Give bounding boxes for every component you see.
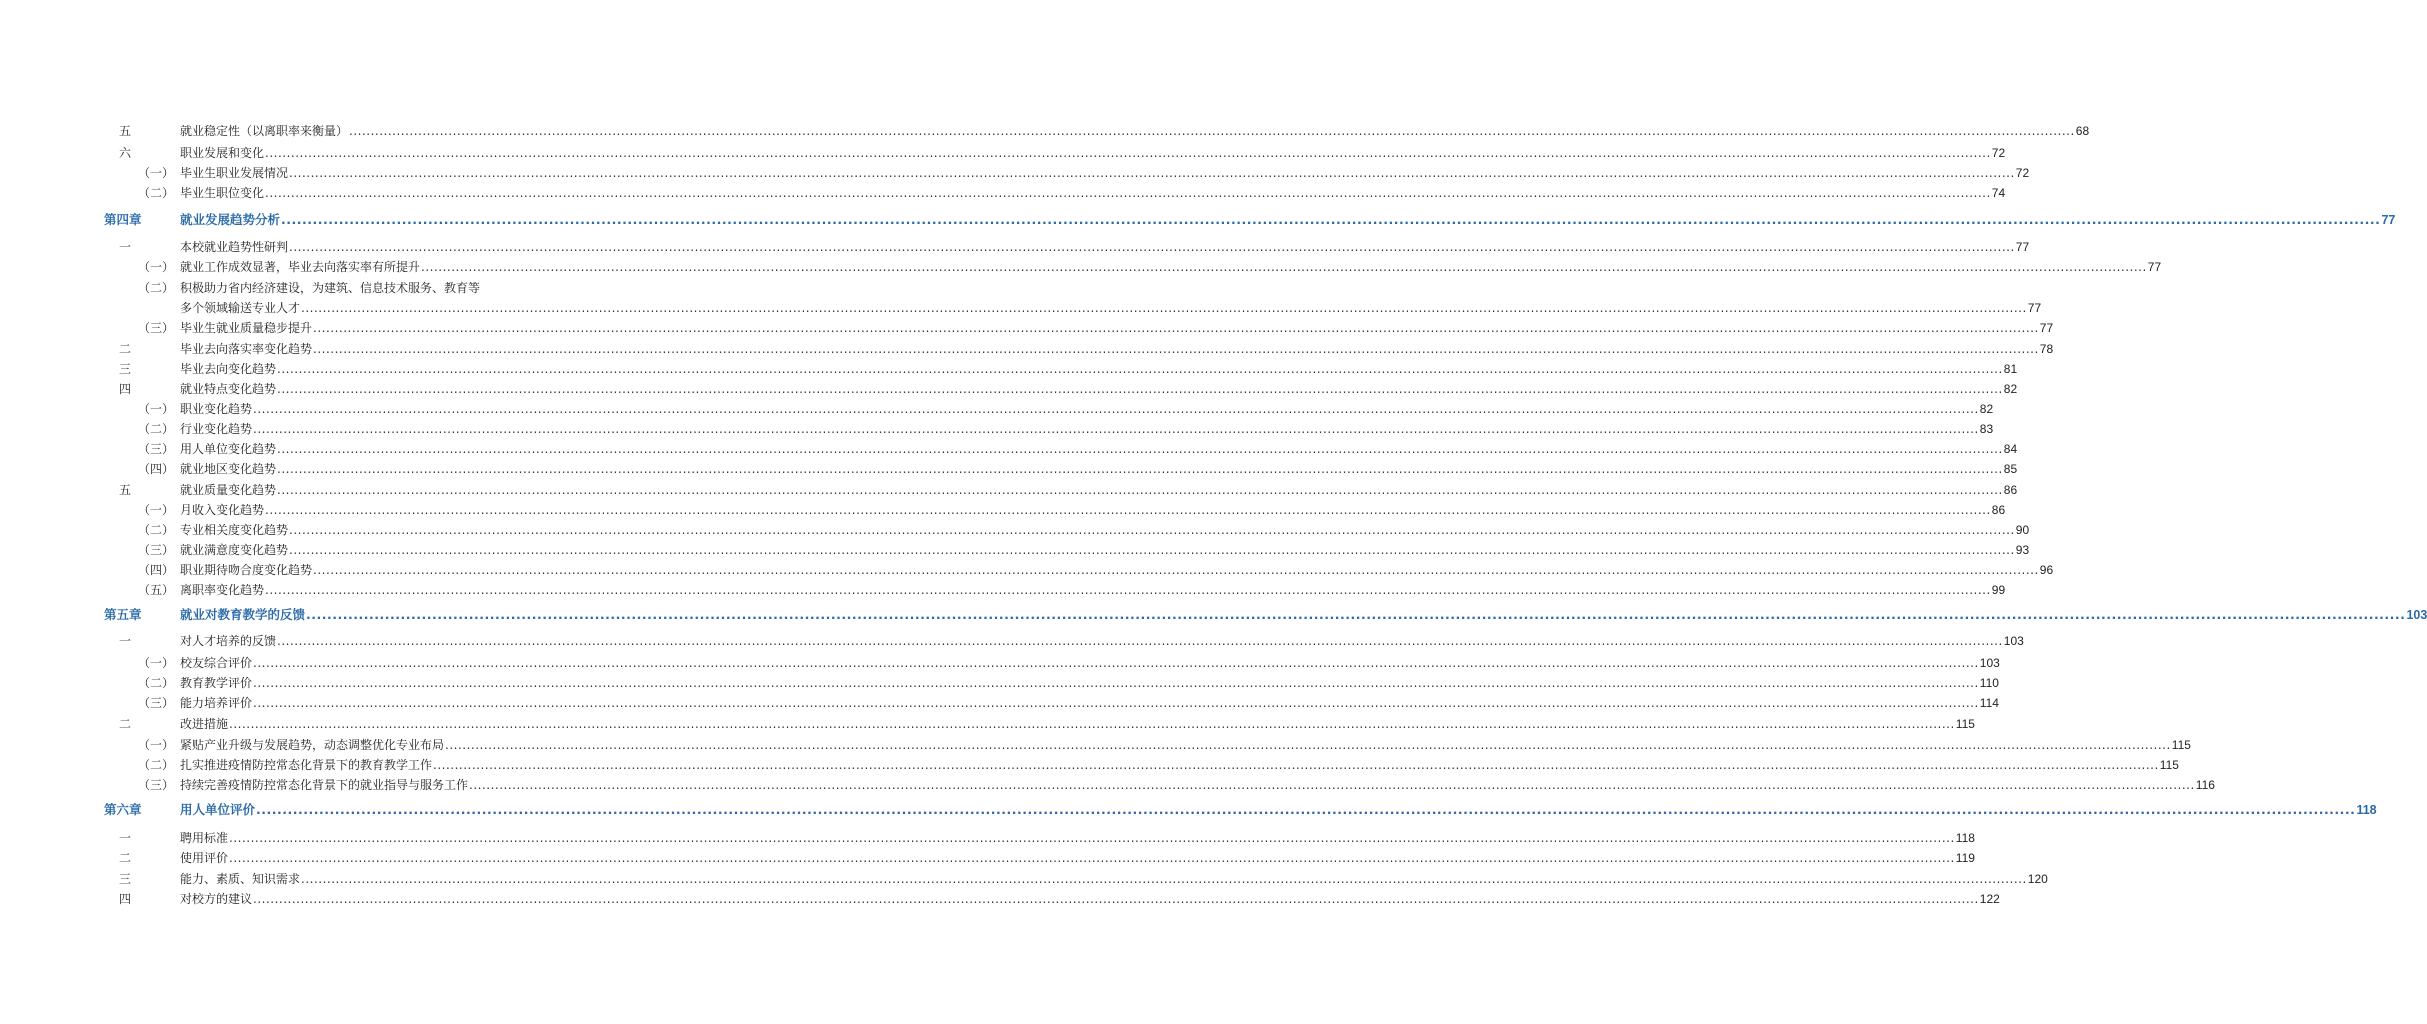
toc-entry-title: 职业变化趋势 — [180, 402, 253, 416]
toc-entry-number: （一） — [138, 166, 175, 180]
toc-entry-page: 85 — [2003, 462, 2018, 476]
dot-leader: ................................................................................................................................................................................................................................................................................................................................................................................................................ — [289, 166, 2015, 180]
dot-leader: ................................................................................................................................................................................................................................................................................................................................................................................................................ — [253, 892, 1979, 906]
dot-leader: ................................................................................................................................................................................................................................................................................................................................................................................................................ — [289, 543, 2015, 557]
toc-entry-title: 对校方的建议 — [180, 892, 253, 906]
toc-entry[interactable] — [0, 540, 2030, 560]
toc-entry-number: （一） — [138, 260, 175, 274]
dot-leader: ................................................................................................................................................................................................................................................................................................................................................................................................................ — [313, 321, 2039, 335]
toc-entry-title: 就业发展趋势分析 — [180, 212, 281, 227]
toc-entry-title: 毕业去向变化趋势 — [180, 362, 277, 376]
toc-entry-title: 职业期待吻合度变化趋势 — [180, 563, 313, 577]
toc-entry-number: 第四章 — [104, 212, 142, 227]
toc-entry-title: 离职率变化趋势 — [180, 583, 265, 597]
toc-entry-number: （二） — [138, 422, 175, 436]
toc-entry[interactable] — [0, 653, 2000, 673]
toc-entry[interactable] — [0, 459, 2018, 479]
toc-entry-title: 就业特点变化趋势 — [180, 382, 277, 396]
toc-entry-page: 114 — [1979, 696, 1999, 710]
toc-entry[interactable] — [0, 714, 1975, 734]
toc-entry-page: 72 — [1991, 146, 2006, 160]
toc-entry-page: 83 — [1979, 422, 1994, 436]
toc-entry[interactable] — [0, 755, 2179, 775]
toc-entry-page: 81 — [2003, 362, 2018, 376]
toc-entry[interactable] — [0, 828, 1975, 848]
toc-entry-number: （一） — [138, 656, 175, 670]
toc-entry-number: （一） — [138, 402, 175, 416]
dot-leader: ................................................................................................................................................................................................................................................................................................................................................................................................................ — [253, 422, 1979, 436]
toc-entry-number: （二） — [138, 186, 175, 200]
toc-entry-page: 78 — [2039, 342, 2054, 356]
toc-entry-number: 四 — [119, 892, 132, 906]
toc-entry-page: 84 — [2003, 442, 2018, 456]
toc-entry-title: 毕业生就业质量稳步提升 — [180, 321, 313, 335]
toc-entry-page: 93 — [2015, 543, 2030, 557]
dot-leader: ................................................................................................................................................................................................................................................................................................................................................................................................................ — [229, 717, 1955, 731]
toc-entry-title: 多个领域输送专业人才 — [180, 301, 301, 315]
toc-entry-number: 六 — [119, 146, 132, 160]
toc-entry[interactable] — [0, 121, 2090, 141]
toc-entry-page: 118 — [2356, 803, 2377, 817]
toc-entry[interactable] — [0, 257, 2162, 277]
toc-entry-title: 行业变化趋势 — [180, 422, 253, 436]
toc-entry-page: 86 — [1991, 503, 2006, 517]
dot-leader: ................................................................................................................................................................................................................................................................................................................................................................................................................ — [349, 124, 2075, 138]
toc-entry-number: （二） — [138, 281, 175, 295]
toc-entry-page: 96 — [2039, 563, 2054, 577]
toc-entry-title: 改进措施 — [180, 717, 229, 731]
toc-entry-page: 119 — [1955, 851, 1975, 865]
toc-entry[interactable] — [0, 143, 2006, 163]
toc-entry[interactable] — [0, 631, 2024, 651]
dot-leader: ................................................................................................................................................................................................................................................................................................................................................................................................................ — [265, 146, 1991, 160]
toc-entry-title: 就业质量变化趋势 — [180, 483, 277, 497]
dot-leader: ................................................................................................................................................................................................................................................................................................................................................................................................................ — [277, 483, 2003, 497]
toc-entry-title: 能力培养评价 — [180, 696, 253, 710]
toc-entry-title: 对人才培养的反馈 — [180, 634, 277, 648]
toc-entry-number: （三） — [138, 321, 175, 335]
toc-entry-page: 99 — [1991, 583, 2006, 597]
toc-entry-title: 毕业生职位变化 — [180, 186, 265, 200]
toc-entry-title: 紧贴产业升级与发展趋势，动态调整优化专业布局 — [180, 738, 445, 752]
toc-entry-number: （四） — [138, 462, 175, 476]
toc-entry[interactable] — [0, 379, 2018, 399]
toc-entry-number: （一） — [138, 503, 175, 517]
toc-entry[interactable] — [0, 183, 2006, 203]
toc-entry-number: （三） — [138, 543, 175, 557]
toc-entry[interactable] — [0, 869, 2048, 889]
toc-entry[interactable] — [0, 520, 2030, 540]
toc-entry-page: 122 — [1979, 892, 2000, 906]
toc-entry[interactable] — [0, 480, 2018, 500]
toc-entry[interactable] — [0, 580, 2006, 600]
toc-entry-page: 115 — [2159, 758, 2179, 772]
toc-chapter-entry[interactable] — [0, 800, 2377, 820]
toc-entry-title: 教育教学评价 — [180, 676, 253, 690]
toc-entry-title: 就业工作成效显著，毕业去向落实率有所提升 — [180, 260, 421, 274]
dot-leader: ................................................................................................................................................................................................................................................................................................................................................................................................................ — [433, 758, 2159, 772]
toc-entry-page: 77 — [2381, 213, 2396, 227]
dot-leader: ................................................................................................................................................................................................................................................................................................................................................................................................................ — [253, 402, 1979, 416]
toc-entry-page: 74 — [1991, 186, 2006, 200]
dot-leader: ................................................................................................................................................................................................................................................................................................................................................................................................................ — [421, 260, 2147, 274]
toc-entry-title: 扎实推进疫情防控常态化背景下的教育教学工作 — [180, 758, 433, 772]
toc-entry-number: 二 — [119, 342, 132, 356]
dot-leader: ................................................................................................................................................................................................................................................................................................................................................................................................................ — [313, 342, 2039, 356]
dot-leader: ................................................................................................................................................................................................................................................................................................................................................................................................................ — [313, 563, 2039, 577]
toc-entry-page: 110 — [1979, 676, 1999, 690]
toc-entry-number: 三 — [119, 872, 132, 886]
toc-entry-number: （四） — [138, 563, 175, 577]
toc-entry-page: 103 — [2406, 608, 2427, 622]
toc-entry-page: 77 — [2039, 321, 2054, 335]
toc-entry[interactable] — [0, 419, 1994, 439]
toc-entry-title: 专业相关度变化趋势 — [180, 523, 289, 537]
toc-entry-number: （二） — [138, 758, 175, 772]
toc-entry-page: 103 — [1979, 656, 2000, 670]
toc-entry[interactable] — [0, 298, 2042, 318]
toc-entry-number: （一） — [138, 738, 175, 752]
toc-entry-title: 用人单位评价 — [180, 802, 256, 817]
toc-entry-title: 就业对教育教学的反馈 — [180, 607, 306, 622]
toc-entry-title: 积极助力省内经济建设，为建筑、信息技术服务、教育等 — [180, 281, 481, 295]
dot-leader: ................................................................................................................................................................................................................................................................................................................................................................................................................ — [277, 634, 2003, 648]
toc-entry[interactable] — [0, 318, 2054, 338]
toc-entry-page: 115 — [1955, 717, 1975, 731]
dot-leader: ................................................................................................................................................................................................................................................................................................................................................................................................................ — [289, 523, 2015, 537]
toc-entry[interactable] — [0, 848, 1975, 868]
toc-entry-page: 103 — [2003, 634, 2024, 648]
toc-entry-title: 月收入变化趋势 — [180, 503, 265, 517]
toc-entry-page: 77 — [2027, 301, 2042, 315]
dot-leader: ................................................................................................................................................................................................................................................................................................................................................................................................................ — [281, 212, 2381, 227]
toc-entry-page: 72 — [2015, 166, 2030, 180]
toc-entry-number: （五） — [138, 583, 175, 597]
toc-entry-title: 就业稳定性（以离职率来衡量） — [180, 124, 349, 138]
toc-entry-page: 86 — [2003, 483, 2018, 497]
toc-entry-number: 五 — [119, 124, 132, 138]
toc-entry-page: 118 — [1955, 831, 1975, 845]
toc-entry-page: 120 — [2027, 872, 2048, 886]
toc-entry-page: 82 — [2003, 382, 2018, 396]
toc-entry-number: 五 — [119, 483, 132, 497]
toc-entry-title: 持续完善疫情防控常态化背景下的就业指导与服务工作 — [180, 778, 469, 792]
toc-entry-number: （三） — [138, 696, 175, 710]
dot-leader: ................................................................................................................................................................................................................................................................................................................................................................................................................ — [265, 503, 1991, 517]
dot-leader: ................................................................................................................................................................................................................................................................................................................................................................................................................ — [445, 738, 2171, 752]
toc-entry-number: 第六章 — [104, 802, 142, 817]
dot-leader: ................................................................................................................................................................................................................................................................................................................................................................................................................ — [469, 778, 2195, 792]
toc-entry[interactable] — [0, 673, 1999, 693]
toc-entry[interactable] — [0, 889, 2000, 909]
toc-entry-page: 77 — [2015, 240, 2030, 254]
dot-leader: ................................................................................................................................................................................................................................................................................................................................................................................................................ — [253, 696, 1979, 710]
toc-entry-page: 116 — [2195, 778, 2215, 792]
toc-entry[interactable] — [0, 775, 2215, 795]
toc-entry-number: （三） — [138, 442, 175, 456]
toc-entry[interactable] — [0, 500, 2006, 520]
toc-entry-page: 90 — [2015, 523, 2030, 537]
toc-entry-title: 用人单位变化趋势 — [180, 442, 277, 456]
dot-leader: ................................................................................................................................................................................................................................................................................................................................................................................................................ — [301, 301, 2027, 315]
toc-entry-number: 三 — [119, 362, 132, 376]
dot-leader: ................................................................................................................................................................................................................................................................................................................................................................................................................ — [277, 362, 2003, 376]
dot-leader: ................................................................................................................................................................................................................................................................................................................................................................................................................ — [253, 676, 1979, 690]
dot-leader: ................................................................................................................................................................................................................................................................................................................................................................................................................ — [277, 462, 2003, 476]
toc-entry-title: 使用评价 — [180, 851, 229, 865]
toc-entry-title: 毕业去向落实率变化趋势 — [180, 342, 313, 356]
dot-leader: ................................................................................................................................................................................................................................................................................................................................................................................................................ — [289, 240, 2015, 254]
toc-entry-title: 职业发展和变化 — [180, 146, 265, 160]
toc-entry[interactable] — [0, 439, 2018, 459]
dot-leader: ................................................................................................................................................................................................................................................................................................................................................................................................................ — [229, 851, 1955, 865]
dot-leader: ................................................................................................................................................................................................................................................................................................................................................................................................................ — [301, 872, 2027, 886]
dot-leader: ................................................................................................................................................................................................................................................................................................................................................................................................................ — [256, 802, 2356, 817]
toc-entry-title: 本校就业趋势性研判 — [180, 240, 289, 254]
dot-leader: ................................................................................................................................................................................................................................................................................................................................................................................................................ — [277, 382, 2003, 396]
toc-entry-page: 82 — [1979, 402, 1994, 416]
toc-entry[interactable] — [0, 237, 2030, 257]
toc-entry[interactable] — [0, 163, 2030, 183]
dot-leader: ................................................................................................................................................................................................................................................................................................................................................................................................................ — [265, 583, 1991, 597]
toc-chapter-entry[interactable] — [0, 210, 2396, 230]
toc-entry-page: 115 — [2171, 738, 2191, 752]
toc-entry[interactable] — [0, 693, 1999, 713]
toc-entry-number: （三） — [138, 778, 175, 792]
toc-entry[interactable] — [0, 560, 2054, 580]
toc-entry-number: 二 — [119, 717, 132, 731]
toc-entry[interactable] — [0, 359, 2018, 379]
dot-leader: ................................................................................................................................................................................................................................................................................................................................................................................................................ — [277, 442, 2003, 456]
toc-entry-number: （二） — [138, 676, 175, 690]
toc-entry-number: 第五章 — [104, 607, 142, 622]
toc-entry-number: （二） — [138, 523, 175, 537]
toc-entry-page: 77 — [2147, 260, 2162, 274]
dot-leader: ................................................................................................................................................................................................................................................................................................................................................................................................................ — [306, 607, 2406, 622]
toc-entry-title: 毕业生职业发展情况 — [180, 166, 289, 180]
toc-entry-number: 一 — [119, 831, 132, 845]
dot-leader: ................................................................................................................................................................................................................................................................................................................................................................................................................ — [229, 831, 1955, 845]
toc-entry-number: 四 — [119, 382, 132, 396]
toc-entry-title: 聘用标准 — [180, 831, 229, 845]
toc-chapter-entry[interactable] — [0, 605, 2427, 625]
toc-entry-number: 一 — [119, 240, 132, 254]
toc-entry-title: 校友综合评价 — [180, 656, 253, 670]
toc-entry-title: 就业地区变化趋势 — [180, 462, 277, 476]
dot-leader: ................................................................................................................................................................................................................................................................................................................................................................................................................ — [253, 656, 1979, 670]
toc-entry-title: 能力、素质、知识需求 — [180, 872, 301, 886]
toc-entry[interactable] — [0, 399, 1994, 419]
toc-entry-number: 一 — [119, 634, 132, 648]
toc-entry[interactable] — [0, 735, 2191, 755]
toc-entry-page: 68 — [2075, 124, 2090, 138]
toc-entry-number: 二 — [119, 851, 132, 865]
toc-entry-title: 就业满意度变化趋势 — [180, 543, 289, 557]
toc-entry[interactable] — [0, 339, 2054, 359]
toc-entry[interactable] — [0, 278, 724, 298]
dot-leader: ................................................................................................................................................................................................................................................................................................................................................................................................................ — [265, 186, 1991, 200]
